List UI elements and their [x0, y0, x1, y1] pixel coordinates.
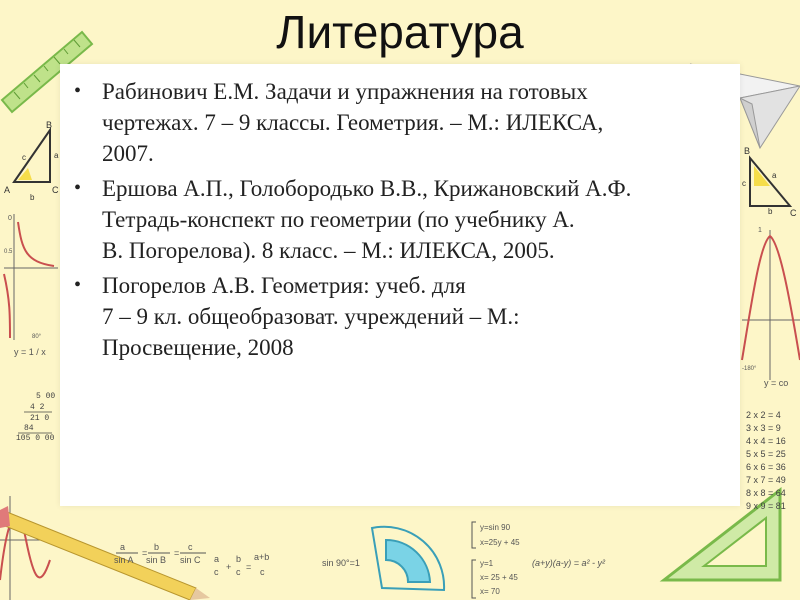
long-multiplication-text	[16, 392, 55, 443]
svg-text:a: a	[772, 171, 777, 180]
svg-text:a: a	[214, 554, 220, 564]
cosine-graph-icon	[742, 227, 800, 388]
svg-text:8 x 8 = 64: 8 x 8 = 64	[746, 488, 786, 498]
svg-text:b: b	[768, 207, 773, 216]
svg-text:c: c	[214, 567, 219, 577]
svg-text:x= 25 + 45: x= 25 + 45	[480, 573, 518, 582]
bullet-icon: •	[74, 177, 82, 199]
svg-text:A: A	[4, 185, 11, 195]
svg-text:0: 0	[8, 215, 12, 222]
reference-line: Ершова А.П., Голобородько В.В., Крижановский А.Ф.	[102, 176, 632, 201]
right-triangle-right-icon	[742, 146, 797, 218]
svg-text:sin B: sin B	[146, 555, 167, 565]
svg-text:y=1: y=1	[480, 559, 494, 568]
svg-text:84: 84	[24, 424, 34, 433]
reference-line: Погорелов А.В. Геометрия: учеб. для	[102, 273, 466, 298]
svg-text:a+b: a+b	[254, 552, 270, 562]
triangle-label: B	[46, 120, 53, 130]
reference-line: Рабинович Е.М. Задачи и упражнения на готовых	[102, 79, 588, 104]
reference-line: чертежах. 7 – 9 классы. Геометрия. – М.: ИЛЕКСА,	[102, 110, 604, 135]
list-item	[68, 173, 718, 266]
algebra-identity: (a+y)(a-y) = a² - y²	[532, 558, 606, 568]
svg-text:b: b	[30, 193, 35, 202]
svg-text:c: c	[260, 567, 265, 577]
svg-text:3 x 3 = 9: 3 x 3 = 9	[746, 423, 781, 433]
page-title: Литература	[276, 6, 524, 58]
list-item	[68, 270, 718, 363]
svg-text:=: =	[142, 548, 148, 558]
svg-text:B: B	[744, 146, 751, 156]
bullet-icon: •	[74, 274, 82, 296]
reference-line: Тетрадь-конспект по геометрии (по учебнику А.	[102, 207, 575, 232]
reference-list	[68, 76, 718, 367]
list-item	[68, 76, 718, 169]
svg-text:80°: 80°	[32, 334, 42, 340]
svg-text:sin C: sin C	[180, 555, 201, 565]
svg-text:y = 1 / x: y = 1 / x	[14, 347, 46, 357]
trig-identity: sin 90°=1	[322, 558, 360, 568]
svg-text:c: c	[22, 153, 26, 162]
svg-text:c: c	[236, 567, 241, 577]
svg-text:b: b	[154, 542, 160, 552]
svg-text:21 0: 21 0	[30, 414, 50, 423]
svg-text:7 x 7 = 49: 7 x 7 = 49	[746, 475, 786, 485]
hyperbola-graph-icon	[4, 214, 58, 357]
svg-text:+: +	[226, 562, 232, 572]
svg-text:x=25y + 45: x=25y + 45	[480, 538, 520, 547]
equation-block	[472, 522, 520, 598]
svg-text:c: c	[188, 542, 193, 552]
times-table-text	[746, 410, 786, 511]
svg-text:=: =	[174, 548, 180, 558]
reference-line: Просвещение, 2008	[102, 335, 294, 360]
svg-text:C: C	[790, 208, 797, 218]
svg-text:a: a	[120, 542, 126, 552]
protractor-icon	[372, 527, 444, 590]
reference-line: 2007.	[102, 141, 154, 166]
svg-text:9 x 9 = 81: 9 x 9 = 81	[746, 501, 786, 511]
svg-text:4 2: 4 2	[30, 403, 45, 412]
svg-text:6 x 6 = 36: 6 x 6 = 36	[746, 462, 786, 472]
reference-line: 7 – 9 кл. общеобразоват. учреждений – М.:	[102, 304, 520, 329]
svg-text:y=sin 90: y=sin 90	[480, 523, 511, 532]
svg-text:2 x 2 = 4: 2 x 2 = 4	[746, 410, 781, 420]
svg-text:105 0 00: 105 0 00	[16, 434, 55, 443]
bullet-icon: •	[74, 80, 82, 102]
svg-text:y = co: y = co	[764, 378, 789, 388]
svg-text:a: a	[54, 151, 59, 160]
svg-text:b: b	[236, 554, 242, 564]
svg-text:x= 70: x= 70	[480, 587, 500, 596]
right-triangle-left-icon	[4, 120, 59, 202]
svg-text:sin A: sin A	[114, 555, 134, 565]
svg-text:=: =	[246, 562, 252, 572]
svg-text:-180°: -180°	[742, 366, 757, 372]
svg-text:5 00: 5 00	[36, 392, 56, 401]
svg-text:0.5: 0.5	[4, 249, 13, 255]
svg-text:C: C	[52, 185, 59, 195]
svg-text:1: 1	[758, 227, 762, 234]
svg-text:c: c	[742, 179, 746, 188]
svg-text:4 x 4 = 16: 4 x 4 = 16	[746, 436, 786, 446]
reference-line: В. Погорелова). 8 класс. – М.: ИЛЕКСА, 2005.	[102, 238, 555, 263]
svg-text:5 x 5 = 25: 5 x 5 = 25	[746, 449, 786, 459]
